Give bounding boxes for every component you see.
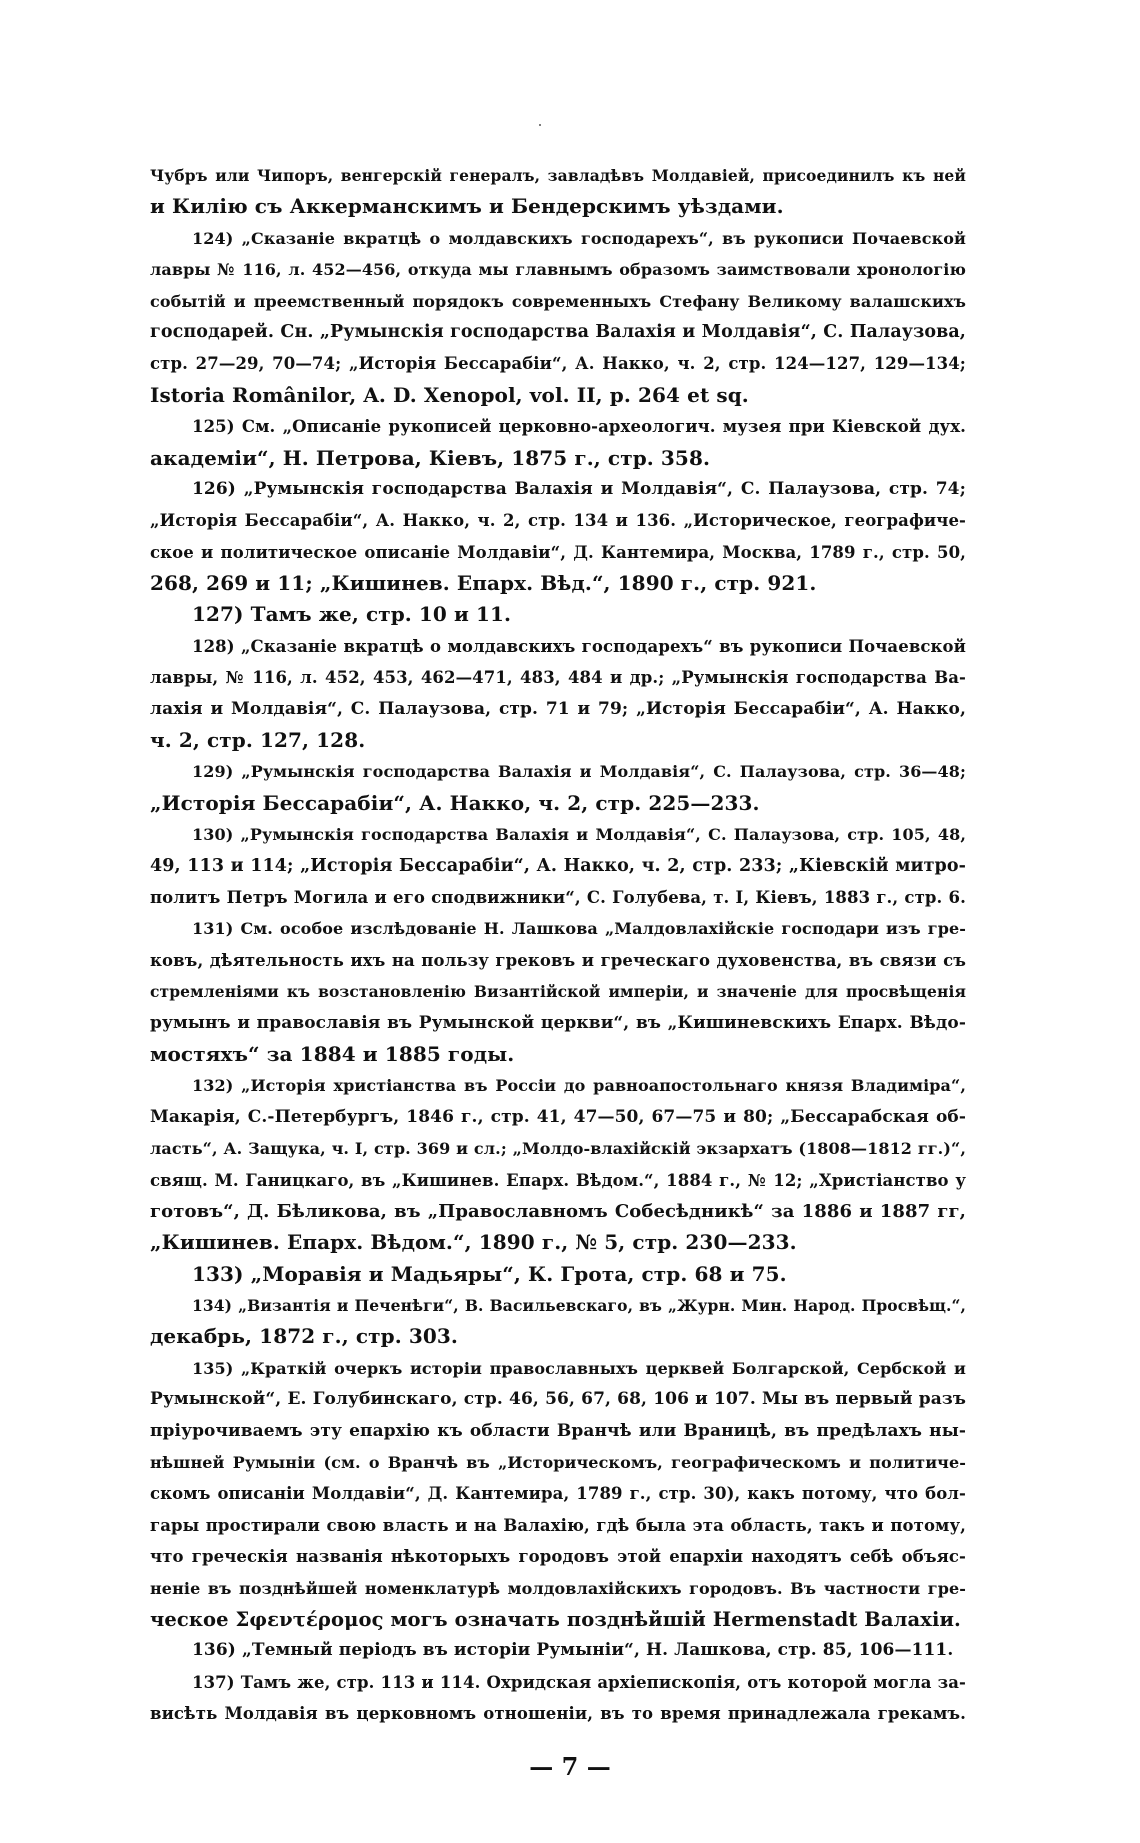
text-line: скомъ описаніи Молдавіи“, Д. Кантемира, 1789 г., стр. 30), какъ потому, что бол-	[150, 1484, 966, 1504]
text-line: и Килію съ Аккерманскимъ и Бендерскимъ уѣздами.	[150, 194, 784, 219]
text-line: ч. 2, стр. 127, 128.	[150, 728, 366, 753]
text-line: ласть“, А. Защука, ч. I, стр. 369 и сл.; „Молдо-влахійскій экзархатъ (1808—1812 гг.)“,	[150, 1139, 966, 1159]
text-line: ческое Σφεντέρομος могъ означать позднѣйшій Hermenstadt Валахіи.	[150, 1607, 961, 1631]
text-line: 124) „Сказаніе вкратцѣ о молдавскихъ господарехъ“, въ рукописи Почаевской	[192, 228, 966, 248]
text-line: 133) „Моравія и Мадьяры“, К. Грота, стр. 68 и 75.	[192, 1261, 787, 1286]
text-line: 132) „Исторія христіанства въ Россіи до равноапостольнаго князя Владиміра“,	[192, 1076, 966, 1096]
text-line: 135) „Краткій очеркъ исторіи православныхъ церквей Болгарской, Сербской и	[192, 1358, 966, 1378]
text-line: господарей. Сн. „Румынскія господарства Валахія и Молдавія“, С. Палаузова,	[150, 321, 966, 342]
text-line: декабрь, 1872 г., стр. 303.	[150, 1324, 458, 1349]
text-line: „Исторія Бессарабіи“, А. Накко, ч. 2, стр. 225—233.	[150, 790, 760, 815]
text-line: румынъ и православія въ Румынской церкви“, въ „Кишиневскихъ Епарх. Вѣдо-	[150, 1012, 966, 1033]
text-line: 126) „Румынскія господарства Валахія и Молдавія“, С. Палаузова, стр. 74;	[192, 478, 966, 499]
text-line: лавры № 116, л. 452—456, откуда мы главнымъ образомъ заимствовали хронологію	[150, 260, 966, 280]
text-line: висѣть Молдавія въ церковномъ отношеніи, въ то время принадлежала грекамъ.	[150, 1704, 966, 1724]
text-line: ское и политическое описаніе Молдавіи“, Д. Кантемира, Москва, 1789 г., стр. 50,	[150, 542, 966, 562]
text-line: 128) „Сказаніе вкратцѣ о молдавскихъ господарехъ“ въ рукописи Почаевской	[192, 636, 966, 656]
text-line: политъ Петръ Могила и его сподвижники“, С. Голубева, т. I, Кіевъ, 1883 г., стр. 6.	[150, 887, 966, 907]
text-line: лахія и Молдавія“, С. Палаузова, стр. 71 и 79; „Исторія Бессарабіи“, А. Накко,	[150, 698, 966, 719]
text-line: что греческія названія нѣкоторыхъ городовъ этой епархіи находятъ себѣ объяс-	[150, 1547, 966, 1567]
text-line: Чубръ или Чипоръ, венгерскій генералъ, завладѣвъ Молдавіей, присоединилъ къ ней	[150, 166, 966, 185]
text-line: 129) „Румынскія господарства Валахія и Молдавія“, С. Палаузова, стр. 36—48;	[192, 762, 966, 782]
text-line: нѣшней Румыніи (см. о Вранчѣ въ „Историческомъ, географическомъ и политиче-	[150, 1453, 966, 1473]
text-line: академіи“, Н. Петрова, Кіевъ, 1875 г., стр. 358.	[150, 445, 711, 470]
text-line: готовъ“, Д. Бѣликова, въ „Православномъ Собесѣдникѣ“ за 1886 и 1887 гг,	[150, 1200, 966, 1222]
scan-speck	[539, 124, 541, 126]
text-line: неніе въ позднѣйшей номенклатурѣ молдовлахійскихъ городовъ. Въ частности гре-	[150, 1578, 966, 1598]
text-line: свящ. М. Ганицкаго, въ „Кишинев. Епарх. Вѣдом.“, 1884 г., № 12; „Христіанство у	[150, 1170, 966, 1190]
text-line: Istoria Românilor, A. D. Xenopol, vol. II, p. 264 et sq.	[150, 382, 749, 407]
text-line: событій и преемственный порядокъ современныхъ Стефану Великому валашскихъ	[150, 291, 966, 311]
text-line: 130) „Румынскія господарства Валахія и Молдавія“, С. Палаузова, стр. 105, 48,	[192, 825, 966, 845]
text-line: мостяхъ“ за 1884 и 1885 годы.	[150, 1041, 515, 1066]
text-line: 127) Тамъ же, стр. 10 и 11.	[192, 602, 512, 627]
text-line: „Кишинев. Епарх. Вѣдом.“, 1890 г., № 5, стр. 230—233.	[150, 1230, 797, 1255]
text-line: стр. 27—29, 70—74; „Исторія Бессарабіи“, А. Накко, ч. 2, стр. 124—127, 129—134;	[150, 354, 966, 374]
text-line: 134) „Византія и Печенѣги“, В. Васильевскаго, въ „Журн. Мин. Народ. Просвѣщ.“,	[192, 1296, 966, 1316]
text-line: 131) См. особое изслѣдованіе Н. Лашкова „Малдовлахійскіе господари изъ гре-	[192, 919, 966, 939]
text-line: Румынской“, Е. Голубинскаго, стр. 46, 56, 67, 68, 106 и 107. Мы въ первый разъ	[150, 1389, 966, 1410]
text-line: „Исторія Бессарабіи“, А. Накко, ч. 2, стр. 134 и 136. „Историческое, географиче-	[150, 511, 966, 531]
footnotes-body	[150, 160, 966, 1730]
text-line: 137) Тамъ же, стр. 113 и 114. Охридская архіепископія, отъ которой могла за-	[192, 1672, 966, 1692]
text-line: стремленіями къ возстановленію Византійской имперіи, и значеніе для просвѣщенія	[150, 982, 966, 1002]
page-number: — 7 —	[529, 1752, 611, 1781]
text-line: гары простирали свою власть и на Валахію, гдѣ была эта область, такъ и потому,	[150, 1515, 966, 1535]
text-line: 125) См. „Описаніе рукописей церковно-археологич. музея при Кіевской дух.	[192, 417, 966, 437]
text-line: 49, 113 и 114; „Исторія Бессарабіи“, А. Накко, ч. 2, стр. 233; „Кіевскій митро-	[150, 855, 966, 876]
text-line: пріурочиваемъ эту епархію къ области Вранчѣ или Враницѣ, въ предѣлахъ ны-	[150, 1420, 966, 1441]
text-line: 268, 269 и 11; „Кишинев. Епарх. Вѣд.“, 1890 г., стр. 921.	[150, 571, 817, 596]
text-line: 136) „Темный періодъ въ исторіи Румыніи“, Н. Лашкова, стр. 85, 106—111.	[192, 1640, 954, 1661]
text-line: лавры, № 116, л. 452, 453, 462—471, 483, 484 и др.; „Румынскія господарства Ва-	[150, 668, 966, 688]
text-line: Макарія, С.-Петербургъ, 1846 г., стр. 41, 47—50, 67—75 и 80; „Бессарабская об-	[150, 1106, 966, 1127]
text-line: ковъ, дѣятельность ихъ на пользу грековъ и греческаго духовенства, въ связи съ	[150, 950, 966, 970]
